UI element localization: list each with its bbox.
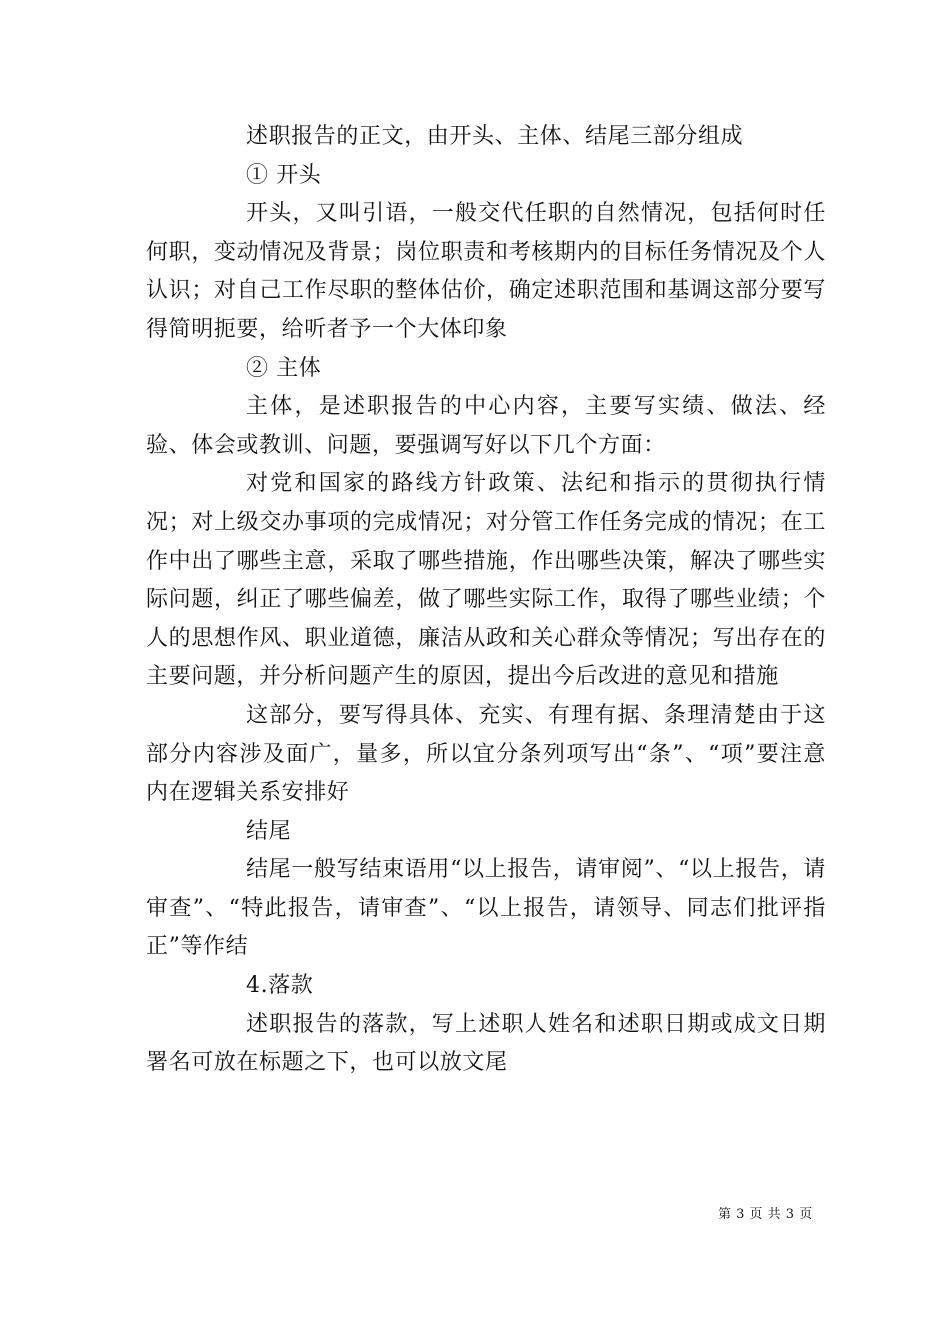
paragraph-opening: 开头，又叫引语，一般交代任职的自然情况，包括何时任何职，变动情况及背景；岗位职责和考核期内的目标任务情况及个人认识；对自己工作尽职的整体估价，确定述职范围和基调这部分要写得简明扼要，给听者予一个大体印象: [146, 201, 826, 342]
heading-signature: 4.落款: [246, 973, 314, 999]
paragraph-main-structure: 这部分，要写得具体、充实、有理有据、条理清楚由于这部分内容涉及面广，量多，所以宜分条列项写出“条”、“项”要注意内在逻辑关系安排好: [146, 702, 826, 806]
page-number-footer: 第 3 页 共 3 页: [718, 1207, 813, 1222]
paragraph-body-intro: 述职报告的正文，由开头、主体、结尾三部分组成: [246, 124, 744, 149]
paragraph-signature: 述职报告的落款，写上述职人姓名和述职日期或成文日期署名可放在标题之下，也可以放文尾: [146, 1011, 826, 1076]
heading-main-body: ② 主体: [246, 355, 322, 381]
document-body: [146, 118, 826, 1083]
paragraph-main-aspects: 对党和国家的路线方针政策、法纪和指示的贯彻执行情况；对上级交办事项的完成情况；对分管工作任务完成的情况；在工作中出了哪些主意，采取了哪些措施，作出哪些决策，解决了哪些实际问题，纠正了哪些偏差，做了哪些实际工作，取得了哪些业绩；个人的思想作风、职业道德，廉洁从政和关心群众等情况；写出存在的主要问题，并分析问题产生的原因，提出今后改进的意见和措施: [146, 471, 826, 690]
paragraph-main-body: 主体，是述职报告的中心内容，主要写实绩、做法、经验、体会或教训、问题，要强调写好以下几个方面：: [146, 394, 826, 458]
heading-ending: 结尾: [246, 818, 292, 844]
paragraph-ending: 结尾一般写结束语用“以上报告，请审阅”、“以上报告，请审查”、“特此报告，请审查”、“以上报告，请领导、同志们批评指正”等作结: [146, 857, 826, 960]
heading-opening: ① 开头: [246, 162, 322, 188]
